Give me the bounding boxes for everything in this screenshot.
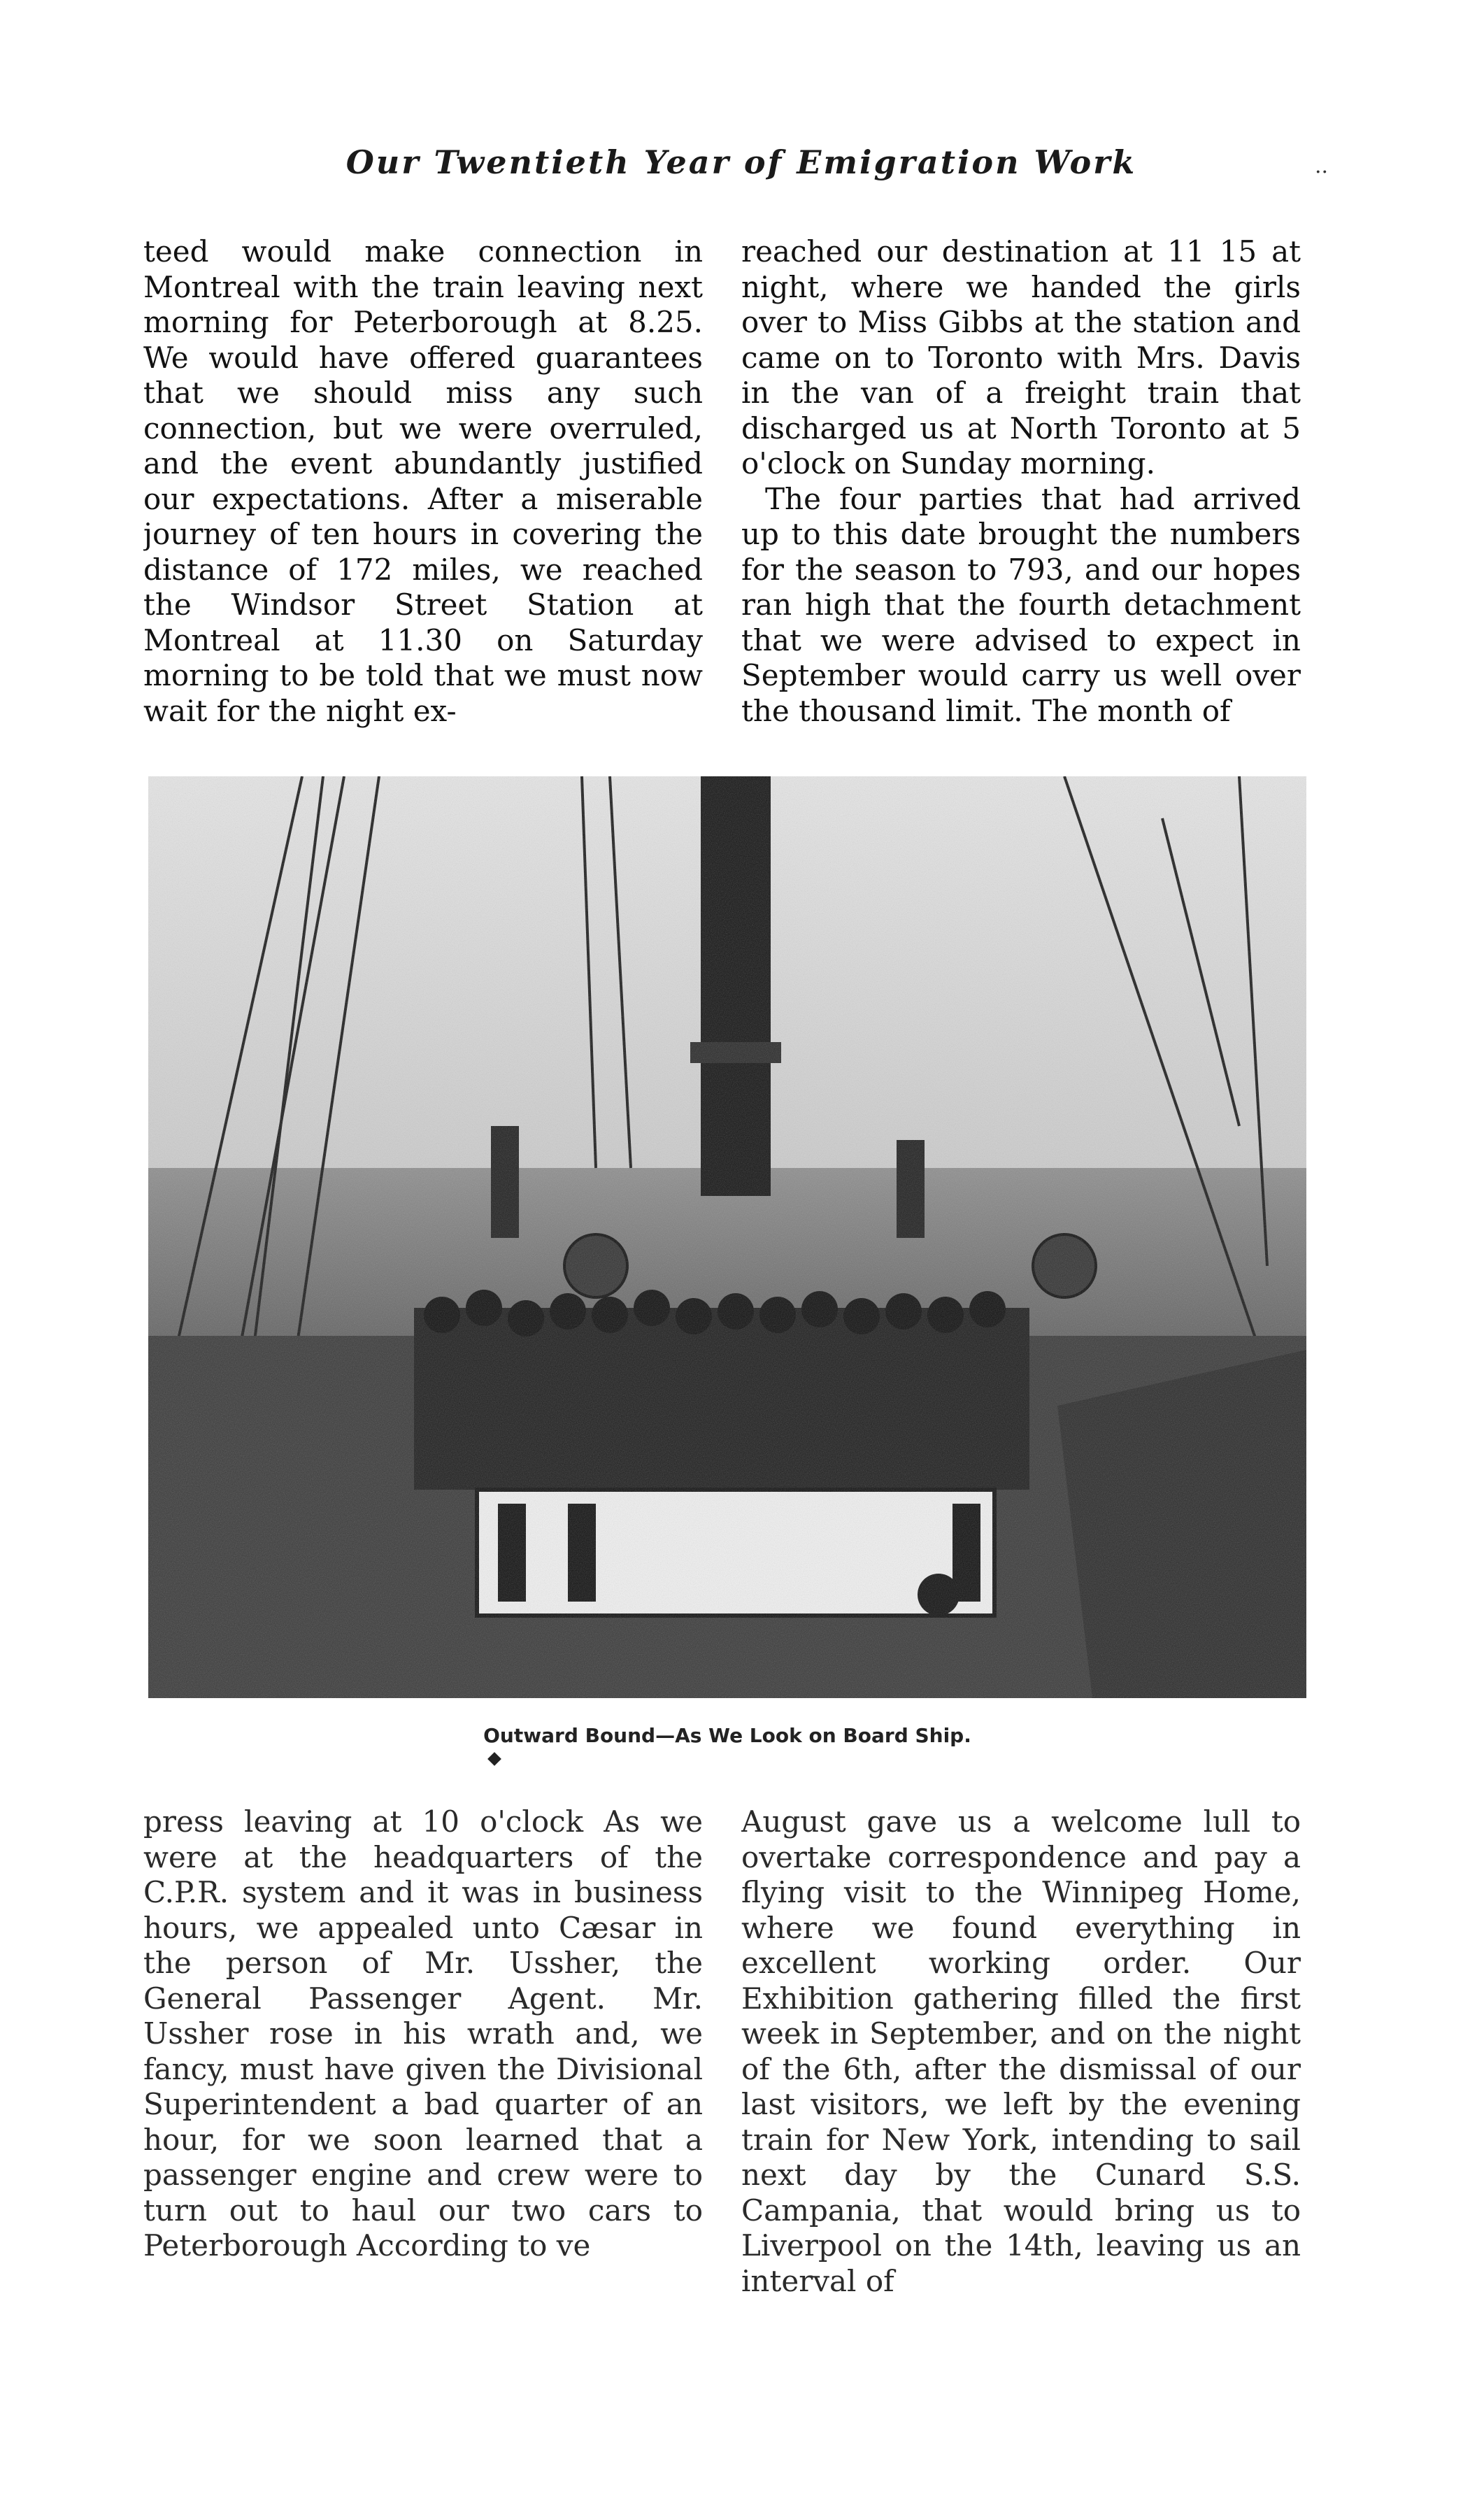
paragraph: The four parties that had arrived up to this date brought the numbers for the season to 793, and our hopes ran high that the fourth detachment that we were advised to expect in September would carry us well over the thousand limit. The month of (741, 481, 1301, 728)
paragraph: teed would make connection in Montreal with the train leaving next morning for Peterborough at 8.25. We would have offered guarantees that we should miss any such connection, but we were overruled, and the event abundantly justified our expectations. After a miserable journey of ten hours in covering the distance of 172 miles, we reached the Windsor Street Station at Montreal at 11.30 on Saturday morning to be told that we must now wait for the night ex- (143, 234, 703, 728)
figure-caption: Outward Bound—As We Look on Board Ship. (483, 1724, 971, 1747)
ship-deck-photo (148, 776, 1306, 1698)
column-bottom-right (741, 1804, 1301, 2301)
column-top-left (143, 234, 703, 731)
ship-photo-illustration (148, 776, 1306, 1698)
paragraph: August gave us a welcome lull to overtake correspondence and pay a flying visit to the Winnipeg Home, where we found everything in excellent working order. Our Exhibition gathering filled the first week in September, and on the night of the 6th, after the dismissal of our last visitors, we left by the evening train for New York, intending to sail next day by the Cunard S.S. Campania, that would bring us to Liverpool on the 14th, leaving us an interval of (741, 1804, 1301, 2298)
paragraph: press leaving at 10 o'clock As we were at the headquarters of the C.P.R. system and it was in business hours, we appealed unto Cæsar in the person of Mr. Ussher, the General Passenger Agent. Mr. Ussher rose in his wrath and, we fancy, must have given the Divisional Superintendent a bad quarter of an hour, for we soon learned that a passenger engine and crew were to turn out to haul our two cars to Peterborough According to ve (143, 1804, 703, 2263)
paragraph: reached our destination at 11 15 at night, where we handed the girls over to Miss Gibbs at the station and came on to Toronto with Mrs. Davis in the van of a freight train that discharged us at North Toronto at 5 o'clock on Sunday morning. (741, 234, 1301, 480)
page-number: .. (1315, 154, 1329, 178)
column-bottom-left (143, 1804, 703, 2301)
column-top-right (741, 234, 1301, 731)
running-header: Our Twentieth Year of Emigration Work (345, 143, 1137, 181)
ornament-icon (487, 1752, 501, 1766)
